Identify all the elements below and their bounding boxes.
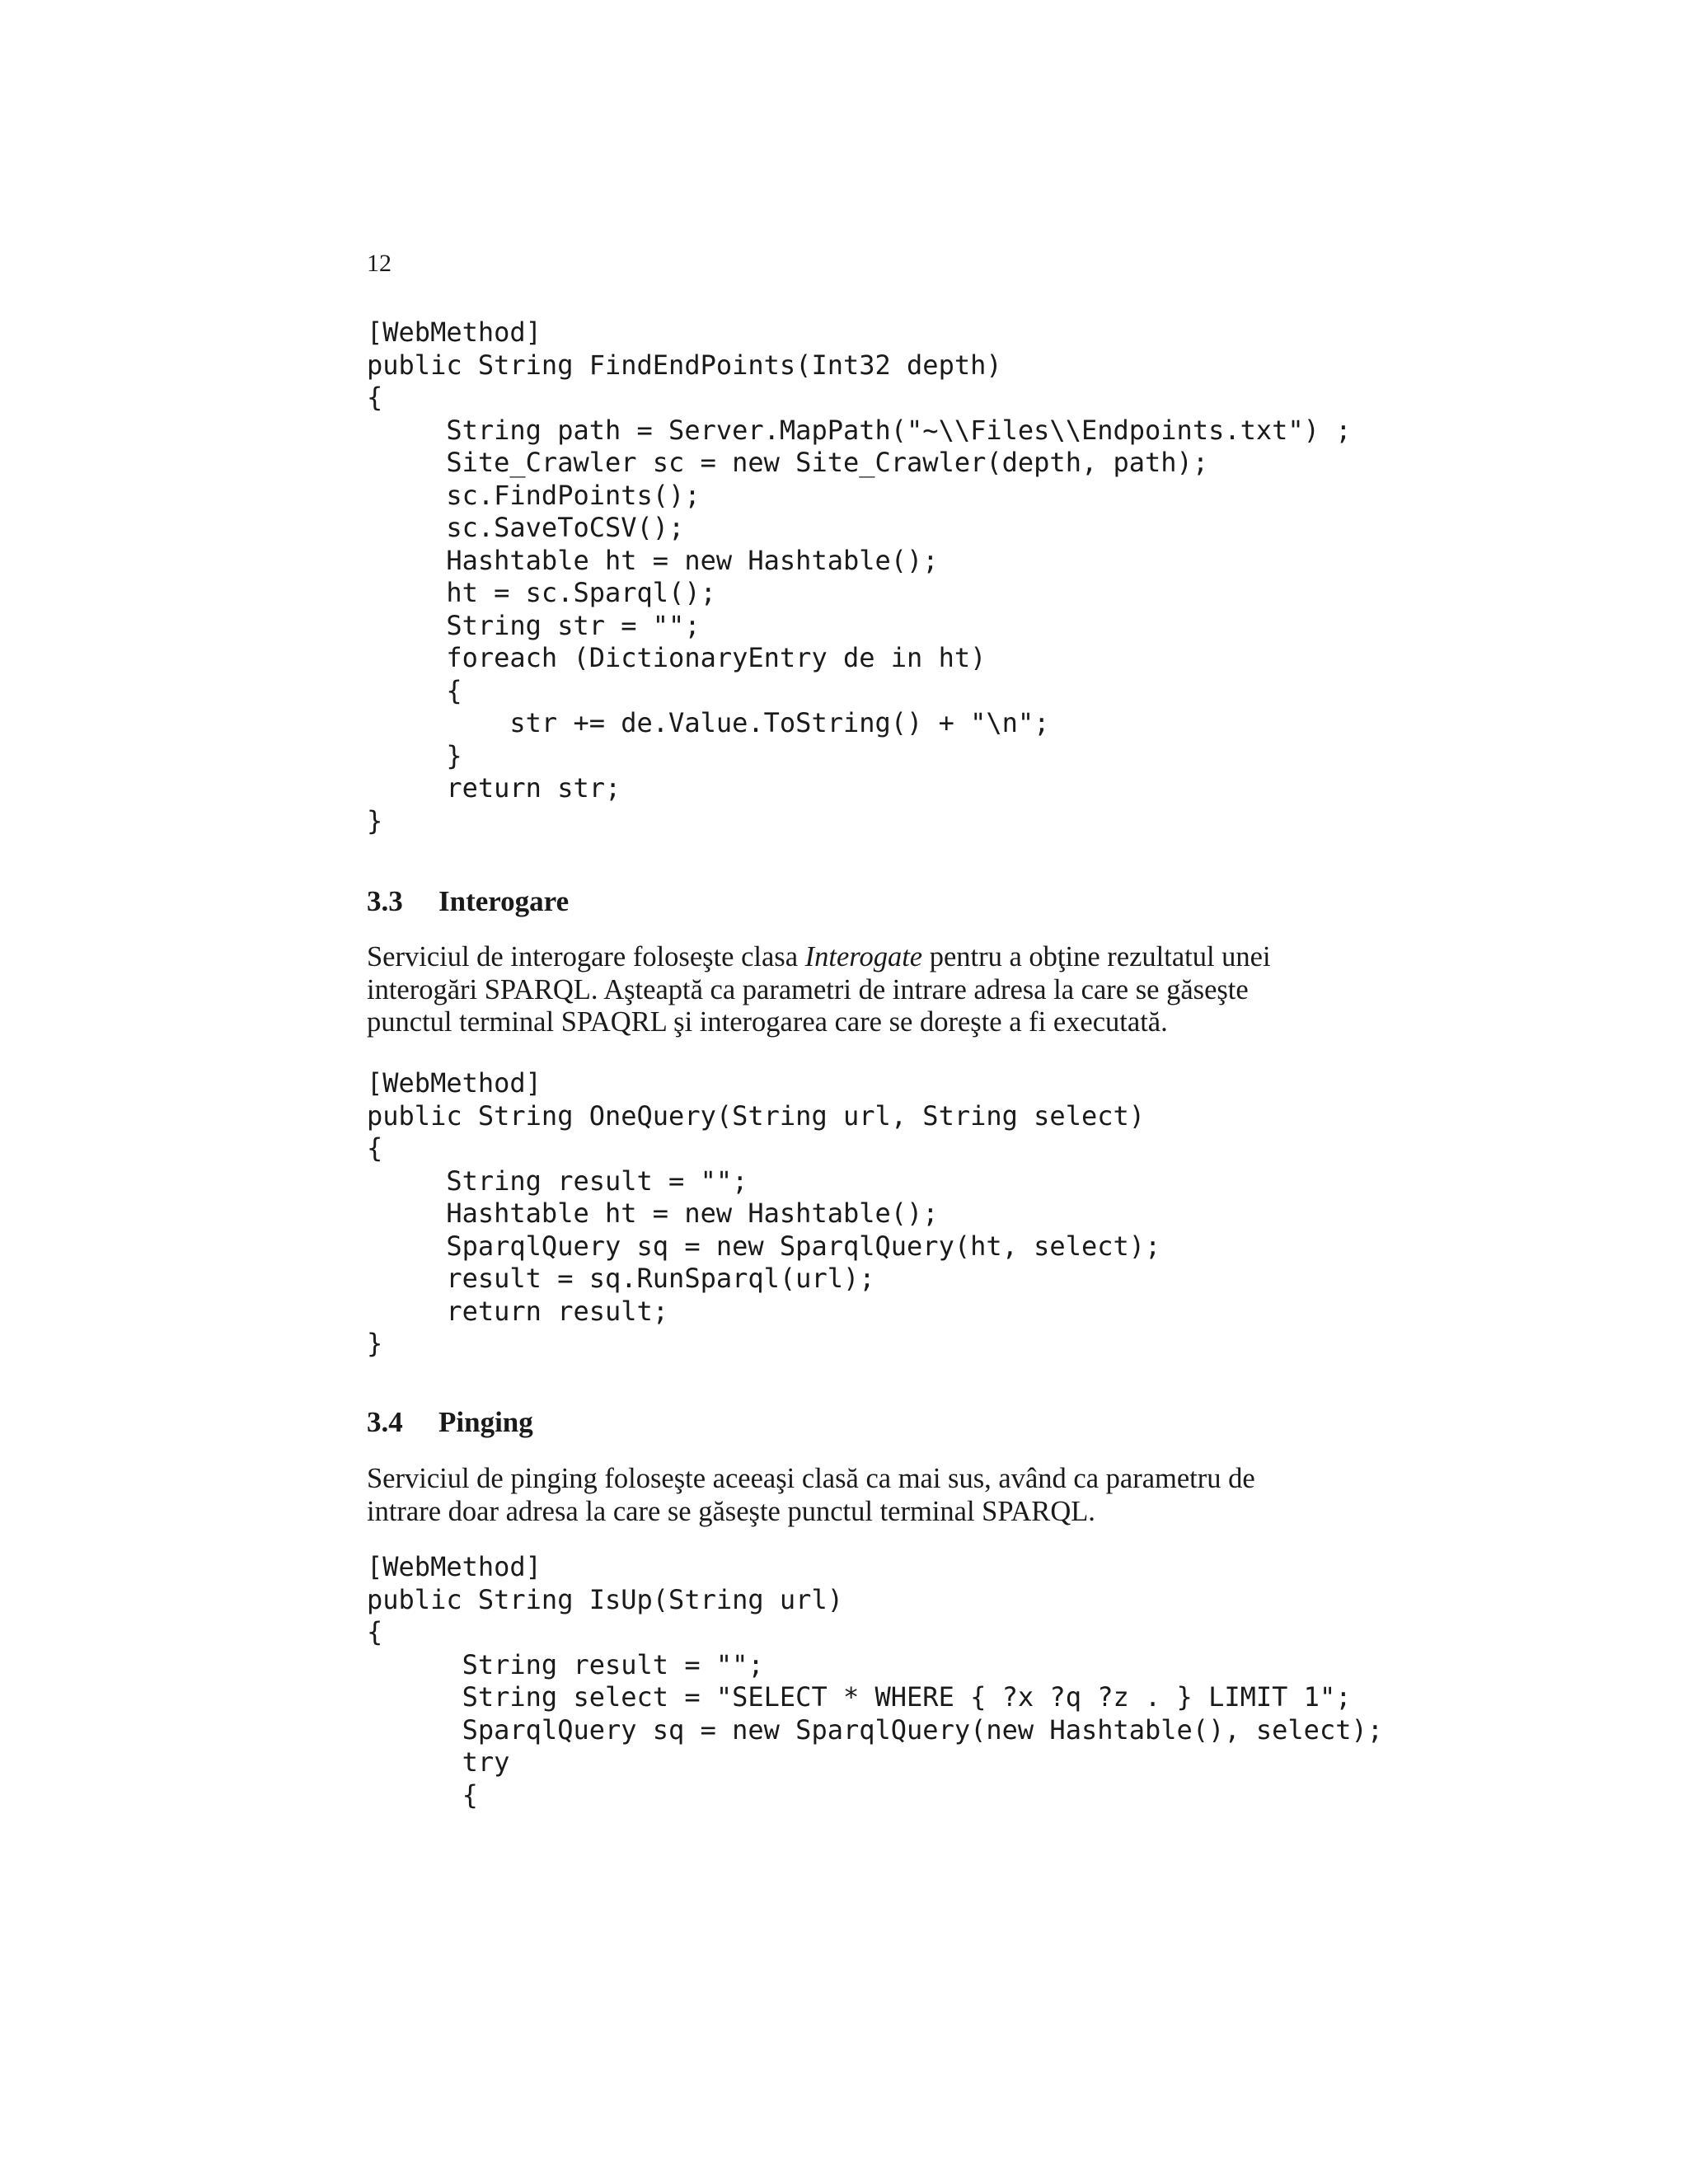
code-line: [WebMethod] <box>367 1067 542 1099</box>
section-title: Pinging <box>438 1406 533 1438</box>
code-line: return str; <box>367 772 621 804</box>
code-line: result = sq.RunSparql(url); <box>367 1263 875 1294</box>
code-line: [WebMethod] <box>367 1551 542 1582</box>
paragraph-interogare <box>367 941 1323 1039</box>
code-line: ht = sc.Sparql(); <box>367 577 716 608</box>
code-line: return result; <box>367 1295 669 1327</box>
code-line: sc.FindPoints(); <box>367 479 701 511</box>
code-line: String result = ""; <box>367 1165 748 1197</box>
code-line: public String OneQuery(String url, String select) <box>367 1099 1146 1132</box>
class-name-emphasis: Interogate <box>804 941 923 972</box>
code-block-one-query <box>367 1067 1160 1361</box>
paragraph-line: interogări SPARQL. Aşteaptă ca parametri de intrare adresa la care se găseşte <box>367 973 1249 1005</box>
code-line: { <box>367 1779 478 1811</box>
code-line: sc.SaveToCSV(); <box>367 512 685 543</box>
code-line: [WebMethod] <box>367 316 542 348</box>
paragraph-pinging <box>367 1463 1323 1528</box>
section-heading-pinging <box>367 1404 533 1441</box>
code-line: String path = Server.MapPath("~\\Files\\Endpoints.txt") ; <box>367 414 1352 446</box>
code-line: str += de.Value.ToString() + "\n"; <box>367 707 1050 738</box>
code-line: Hashtable ht = new Hashtable(); <box>367 1197 939 1229</box>
code-line: public String IsUp(String url) <box>367 1583 843 1615</box>
code-line: } <box>367 1328 383 1359</box>
code-block-is-up <box>367 1551 1383 1811</box>
code-line: { <box>367 382 383 413</box>
page-number: 12 <box>367 250 392 277</box>
code-line: SparqlQuery sq = new SparqlQuery(new Hashtable(), select); <box>367 1713 1383 1746</box>
code-line: { <box>367 1616 383 1647</box>
code-line: Hashtable ht = new Hashtable(); <box>367 544 939 576</box>
code-line: { <box>367 674 462 706</box>
code-line: { <box>367 1132 383 1164</box>
code-line: Site_Crawler sc = new Site_Crawler(depth, path); <box>367 447 1209 478</box>
code-line: String select = "SELECT * WHERE { ?x ?q ?z . } LIMIT 1"; <box>367 1681 1352 1713</box>
paragraph-line: punctul terminal SPAQRL şi interogarea care se doreşte a fi executată. <box>367 1006 1168 1038</box>
code-line: String result = ""; <box>367 1648 764 1680</box>
paragraph-line: Serviciul de pinging foloseşte aceeaşi clasă ca mai sus, având ca parametru de <box>367 1463 1255 1494</box>
code-line: public String FindEndPoints(Int32 depth) <box>367 349 1002 381</box>
paragraph-text: pentru a obţine rezultatul unei <box>922 941 1271 972</box>
section-number: 3.3 <box>367 885 403 917</box>
code-line: foreach (DictionaryEntry de in ht) <box>367 642 987 673</box>
code-line: } <box>367 739 462 771</box>
code-line: SparqlQuery sq = new SparqlQuery(ht, select); <box>367 1230 1161 1262</box>
section-heading-interogare <box>367 883 569 920</box>
code-block-find-endpoints <box>367 316 1351 837</box>
paragraph-line <box>367 941 1323 974</box>
section-number: 3.4 <box>367 1406 403 1438</box>
paragraph-text: Serviciul de interogare foloseşte clasa <box>367 941 805 972</box>
paragraph-line: intrare doar adresa la care se găseşte punctul terminal SPARQL. <box>367 1495 1095 1527</box>
code-line: String str = ""; <box>367 609 701 641</box>
code-line: try <box>367 1746 510 1778</box>
code-line: } <box>367 804 383 837</box>
section-title: Interogare <box>438 885 570 917</box>
